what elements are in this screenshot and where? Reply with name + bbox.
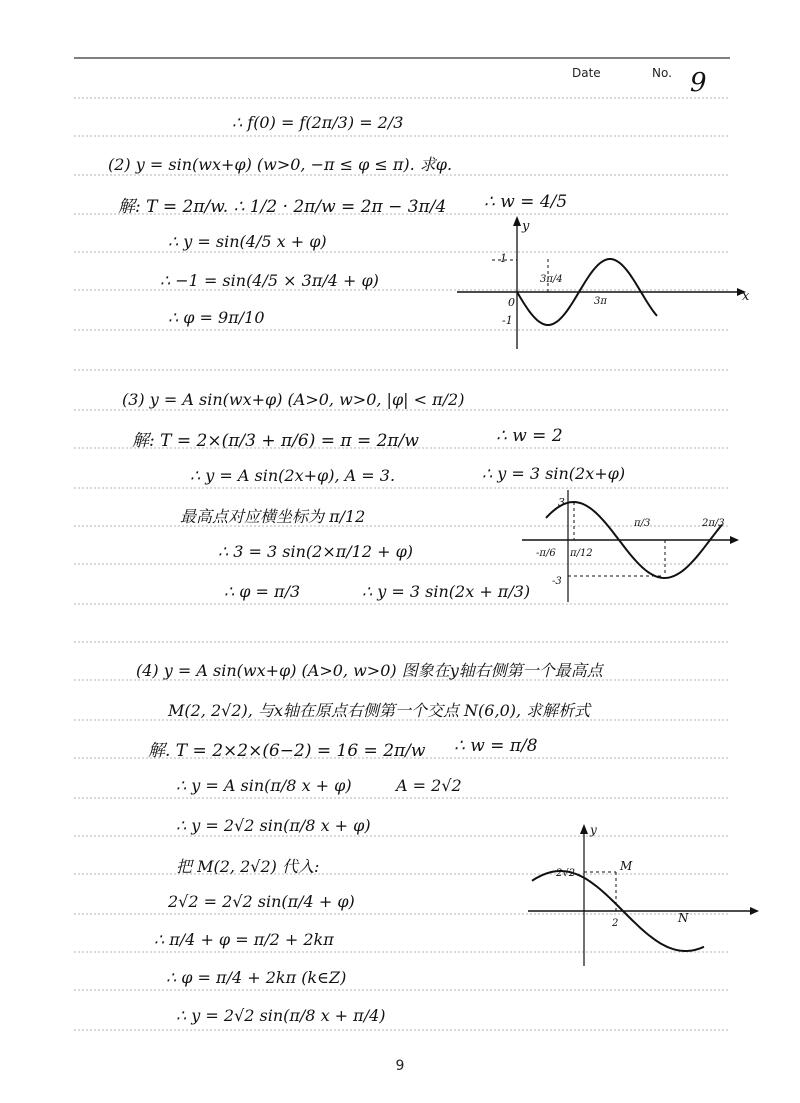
g1-y-label: y (522, 219, 530, 234)
q3-step-3: 最高点对应横坐标为 π/12 (180, 507, 366, 526)
g2-y-max: 3 (558, 496, 565, 509)
line-f0: ∴ f(0) = f(2π/3) = 2/3 (232, 113, 404, 132)
q4-step-3: ∴ y = 2√2 sin(π/8 x + φ) (176, 816, 371, 835)
question-4-line-2: M(2, 2√2), 与x轴在原点右侧第一个交点 N(6,0), 求解析式 (168, 701, 591, 720)
q4-step-5: 2√2 = 2√2 sin(π/4 + φ) (168, 892, 355, 911)
q2-step-1b: ∴ w = 4/5 (484, 192, 568, 212)
q3-step-2: ∴ y = A sin(2x+φ), A = 3. (190, 466, 396, 485)
g2-tick-zero: π/3 (634, 518, 651, 529)
g1-origin: 0 (508, 296, 515, 309)
graph-sine-3 (528, 818, 768, 968)
q4-step-7: ∴ φ = π/4 + 2kπ (k∈Z) (166, 968, 347, 987)
g3-y-label: y (590, 823, 597, 837)
header-page-number: 9 (690, 68, 707, 98)
g1-x-label: x (742, 289, 750, 304)
g2-tick-left: -π/6 (536, 548, 556, 559)
q4-step-8: ∴ y = 2√2 sin(π/8 x + π/4) (176, 1006, 386, 1025)
q2-step-2: ∴ y = sin(4/5 x + φ) (168, 232, 327, 251)
q3-step-5b: ∴ y = 3 sin(2x + π/3) (362, 582, 531, 601)
q2-step-1: 解: T = 2π/w. ∴ 1/2 · 2π/w = 2π − 3π/4 (118, 197, 447, 217)
g3-y-tick: 2√2 (556, 868, 576, 879)
question-2: (2) y = sin(wx+φ) (w>0, −π ≤ φ ≤ π). 求φ. (108, 155, 453, 174)
q2-step-4: ∴ φ = 9π/10 (168, 308, 265, 327)
q4-step-1b: ∴ w = π/8 (454, 736, 538, 756)
g2-tick-right: 2π/3 (702, 518, 725, 529)
q4-step-2: ∴ y = A sin(π/8 x + φ) (176, 776, 352, 795)
g1-y-min: -1 (502, 314, 513, 327)
q4-step-2b: A = 2√2 (396, 776, 462, 795)
q3-step-5: ∴ φ = π/3 (224, 582, 301, 601)
q3-step-2b: ∴ y = 3 sin(2x+φ) (482, 464, 626, 483)
g1-tick-b: 3π (594, 296, 607, 307)
q4-step-1: 解. T = 2×2×(6−2) = 16 = 2π/w (148, 741, 426, 761)
date-label: Date (572, 66, 601, 80)
number-label: No. (652, 66, 672, 80)
graph-sine-2 (522, 486, 746, 606)
g3-point-m: M (620, 859, 633, 873)
g3-point-n: N (678, 911, 689, 925)
q2-step-3: ∴ −1 = sin(4/5 × 3π/4 + φ) (160, 271, 379, 290)
q3-step-1b: ∴ w = 2 (496, 426, 563, 446)
question-4-line-1: (4) y = A sin(wx+φ) (A>0, w>0) 图象在y轴右侧第一个最高点 (136, 661, 603, 680)
graph-sine-1 (452, 214, 752, 354)
q3-step-4: ∴ 3 = 3 sin(2×π/12 + φ) (218, 542, 414, 561)
q4-step-4: 把 M(2, 2√2) 代入: (176, 857, 320, 876)
q3-step-1: 解: T = 2×(π/3 + π/6) = π = 2π/w (132, 431, 419, 451)
footer-page-number: 9 (395, 1058, 405, 1074)
g2-y-min: -3 (552, 576, 562, 587)
g3-x-tick: 2 (612, 918, 619, 929)
question-3: (3) y = A sin(wx+φ) (A>0, w>0, |φ| < π/2) (122, 390, 465, 409)
g1-tick-a: 3π/4 (540, 274, 563, 285)
g2-tick-peak: π/12 (570, 548, 593, 559)
g1-y-max: 1 (500, 252, 507, 265)
q4-step-6: ∴ π/4 + φ = π/2 + 2kπ (154, 930, 334, 949)
